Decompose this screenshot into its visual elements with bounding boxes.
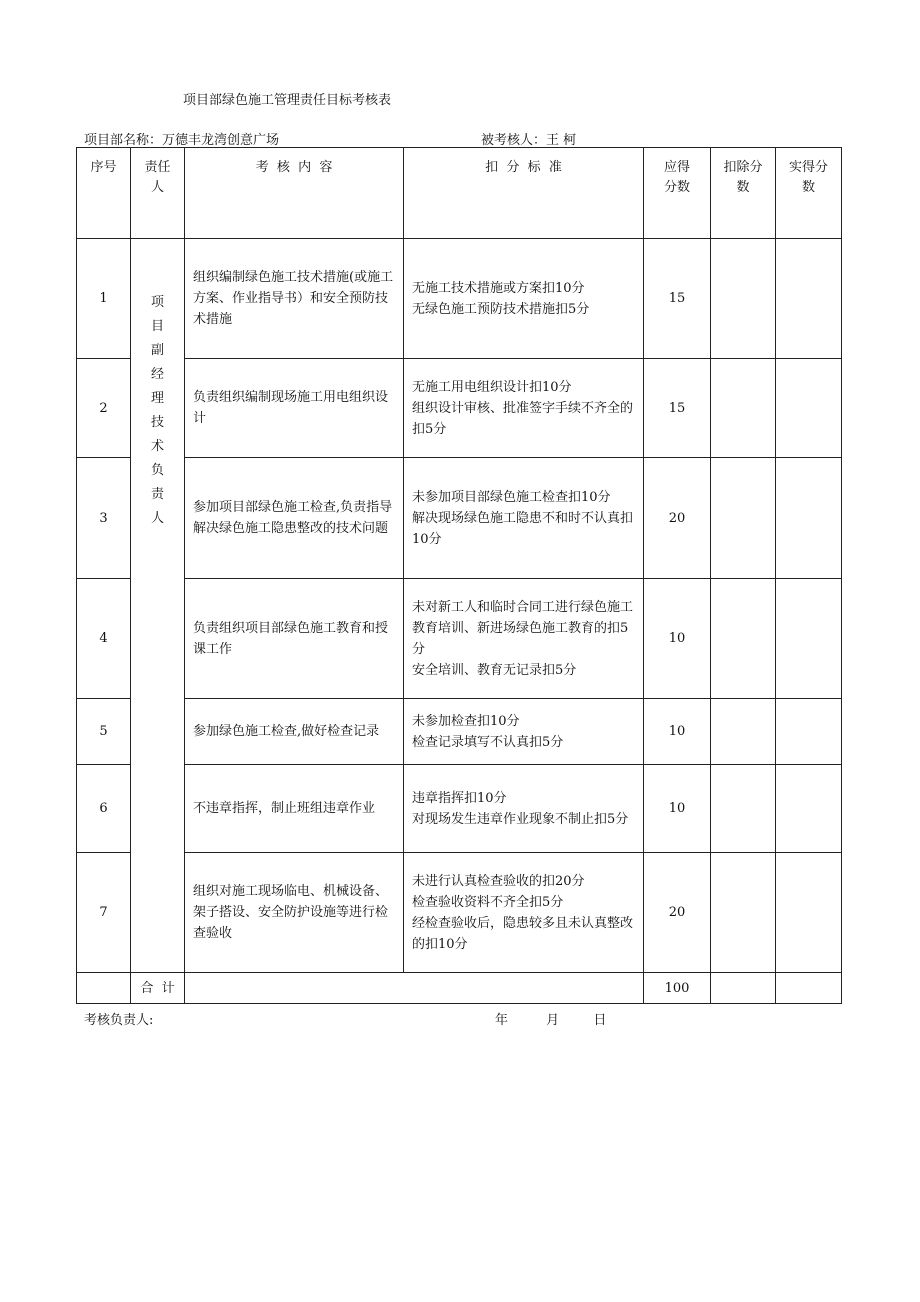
standard-line: 未参加检查扣10分 [412,713,520,729]
row-actual-cell[interactable] [776,458,842,579]
row-standard [404,458,644,579]
row-score: 10 [644,699,711,765]
row-actual-cell[interactable] [776,853,842,973]
row-standard [404,239,644,359]
standard-line: 解决现场绿色施工隐患不和时不认真扣10分 [412,510,634,547]
standard-line: 检查验收资料不齐全扣5分 [412,894,564,910]
row-no: 4 [77,579,131,699]
row-content: 负责组织编制现场施工用电组织设计 [185,359,404,458]
table-row [77,579,842,699]
row-no: 5 [77,699,131,765]
header-due-score: 应得分数 [644,148,711,239]
row-no: 2 [77,359,131,458]
responsible-person-text: 项目副经理技术负责人 [150,295,164,526]
standard-line: 检查记录填写不认真扣5分 [412,734,564,750]
table-row [77,765,842,853]
row-standard [404,699,644,765]
standard-line: 对现场发生违章作业现象不制止扣5分 [412,811,629,827]
row-deduction-cell[interactable] [711,853,776,973]
standard-line: 未进行认真检查验收的扣20分 [412,873,585,889]
row-deduction-cell[interactable] [711,699,776,765]
header-no: 序号 [77,148,131,239]
project-name: 项目部名称：万德丰龙湾创意广场 [84,133,280,148]
row-deduction-cell[interactable] [711,458,776,579]
total-actual-cell[interactable] [776,973,842,1004]
row-content: 参加项目部绿色施工检查,负责指导解决绿色施工隐患整改的技术问题 [185,458,404,579]
row-no: 3 [77,458,131,579]
row-content: 组织对施工现场临电、机械设备、架子搭设、安全防护设施等进行检查验收 [185,853,404,973]
row-score: 15 [644,239,711,359]
standard-line: 未参加项目部绿色施工检查扣10分 [412,489,611,505]
standard-line: 未对新工人和临时合同工进行绿色施工教育培训、新进场绿色施工教育的扣5分 [412,599,634,657]
header-responsible: 责任人 [131,148,185,239]
row-actual-cell[interactable] [776,579,842,699]
row-no: 7 [77,853,131,973]
row-content: 不违章指挥，制止班组违章作业 [185,765,404,853]
row-actual-cell[interactable] [776,765,842,853]
row-actual-cell[interactable] [776,699,842,765]
row-standard [404,853,644,973]
total-no-cell [77,973,131,1004]
row-standard [404,579,644,699]
total-row [77,973,842,1004]
document-title: 项目部绿色施工管理责任目标考核表 [183,93,392,108]
row-content: 负责组织项目部绿色施工教育和授课工作 [185,579,404,699]
standard-line: 经检查验收后，隐患较多且未认真整改的扣10分 [412,915,634,952]
row-score: 20 [644,853,711,973]
row-no: 1 [77,239,131,359]
assessment-table [76,147,842,1004]
total-content-cell [185,973,644,1004]
assessee-name: 被考核人：王 柯 [481,133,577,148]
row-standard [404,359,644,458]
table-header-row [77,148,842,239]
total-label: 合 计 [131,973,185,1004]
date-year: 年 [495,1013,509,1028]
standard-line: 违章指挥扣10分 [412,790,507,806]
standard-line: 无绿色施工预防技术措施扣5分 [412,301,590,317]
row-deduction-cell[interactable] [711,765,776,853]
responsible-person [131,239,185,973]
table-row [77,853,842,973]
header-content: 考 核 内 容 [185,148,404,239]
standard-line: 组织设计审核、批准签字手续不齐全的扣5分 [412,400,634,437]
row-standard [404,765,644,853]
table-row [77,699,842,765]
standard-line: 无施工技术措施或方案扣10分 [412,280,585,296]
table-row [77,458,842,579]
row-deduction-cell[interactable] [711,239,776,359]
total-deduction-cell[interactable] [711,973,776,1004]
row-deduction-cell[interactable] [711,579,776,699]
row-score: 20 [644,458,711,579]
table-row [77,239,842,359]
header-standard: 扣 分 标 准 [404,148,644,239]
assessment-responsible: 考核负责人: [84,1013,154,1028]
table-row [77,359,842,458]
signature-date [495,1009,606,1028]
row-actual-cell[interactable] [776,239,842,359]
standard-line: 安全培训、教育无记录扣5分 [412,662,577,678]
header-actual-score: 实得分数 [776,148,842,239]
row-content: 组织编制绿色施工技术措施(或施工方案、作业指导书）和安全预防技术措施 [185,239,404,359]
row-content: 参加绿色施工检查,做好检查记录 [185,699,404,765]
row-deduction-cell[interactable] [711,359,776,458]
total-score: 100 [644,973,711,1004]
row-score: 10 [644,765,711,853]
row-score: 15 [644,359,711,458]
header-deduction: 扣除分数 [711,148,776,239]
standard-line: 无施工用电组织设计扣10分 [412,379,572,395]
row-actual-cell[interactable] [776,359,842,458]
row-no: 6 [77,765,131,853]
date-day: 日 [593,1013,607,1028]
row-score: 10 [644,579,711,699]
date-month: 月 [546,1013,560,1028]
